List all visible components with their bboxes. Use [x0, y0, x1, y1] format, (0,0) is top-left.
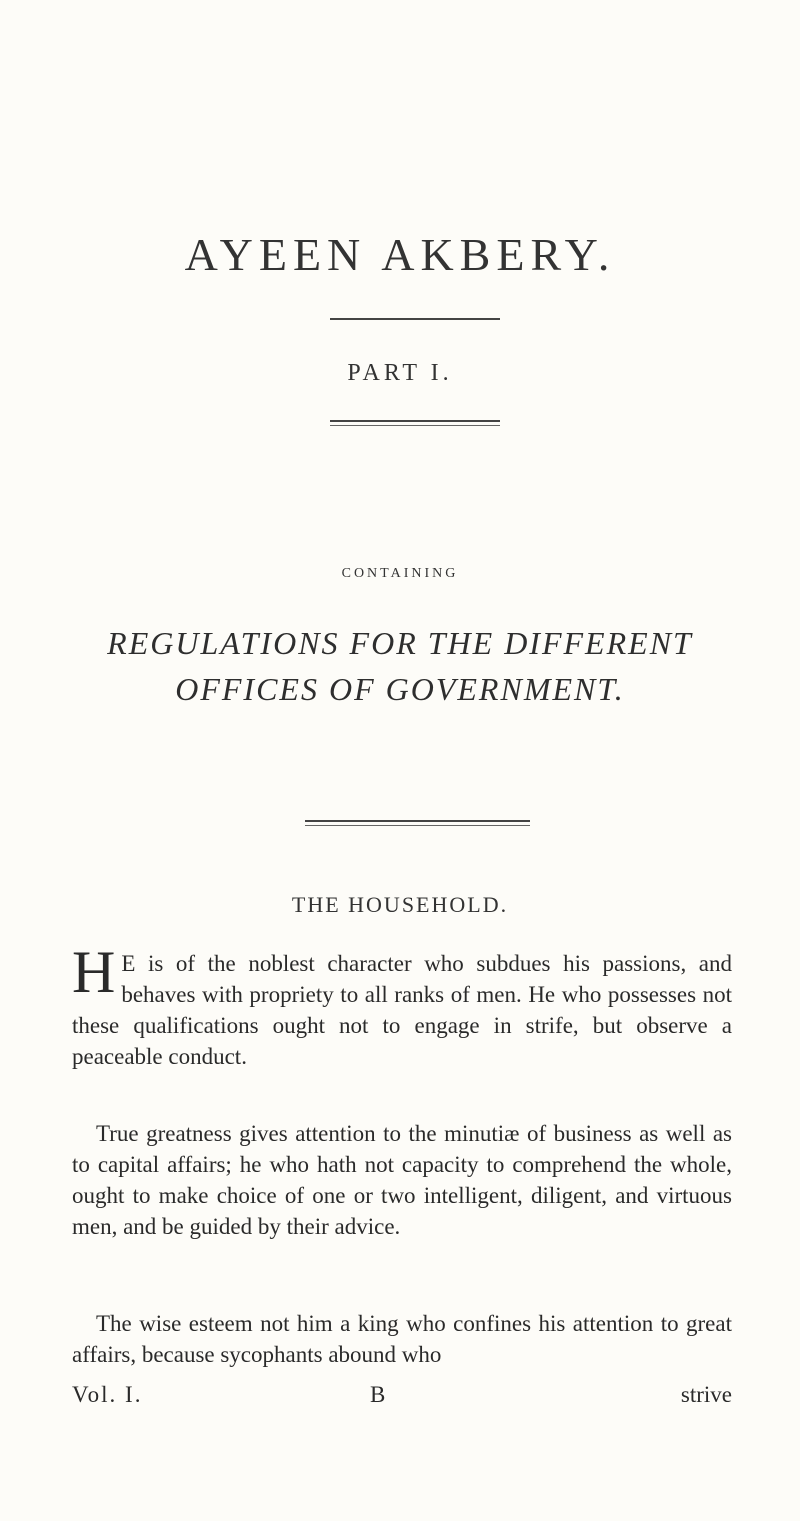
volume-marker: Vol. I.: [72, 1382, 143, 1407]
paragraph-3: The wise esteem not him a king who confines his attention to great affairs, because sycophants abound who: [72, 1311, 732, 1367]
paragraph-1-text: E is of the noblest character who subdues his passions, and behaves with propriety to all ranks of men. He who possesses not these qualifications ought not to engage in strife, but observe a peaceable conduct.: [72, 951, 732, 1069]
catchword: strive: [680, 1382, 732, 1407]
top-rule: [330, 318, 500, 320]
part-subtitle: [0, 620, 800, 712]
signature-mark: B: [370, 1382, 386, 1407]
paragraph-1: [72, 939, 732, 1072]
paragraph-2: True greatness gives attention to the minutiæ of business as well as to capital affairs; he who hath not capacity to comprehend the whole, ought to make choice of one or two intelligent, diligent, and virtuous men, and be guided by their advice.: [72, 1121, 732, 1239]
part-rule: [330, 420, 500, 426]
section-rule: [305, 820, 530, 826]
drop-cap: H: [72, 939, 116, 1005]
section-heading: THE HOUSEHOLD.: [291, 892, 509, 917]
subtitle-line-2: OFFICES OF GOVERNMENT.: [175, 671, 625, 707]
part-heading: PART I.: [347, 360, 453, 386]
subtitle-line-1: REGULATIONS FOR THE DIFFERENT: [107, 625, 693, 661]
page-footer: [72, 1382, 732, 1414]
containing-label: CONTAINING: [341, 566, 459, 581]
book-title: AYEEN AKBERY.: [184, 229, 616, 280]
